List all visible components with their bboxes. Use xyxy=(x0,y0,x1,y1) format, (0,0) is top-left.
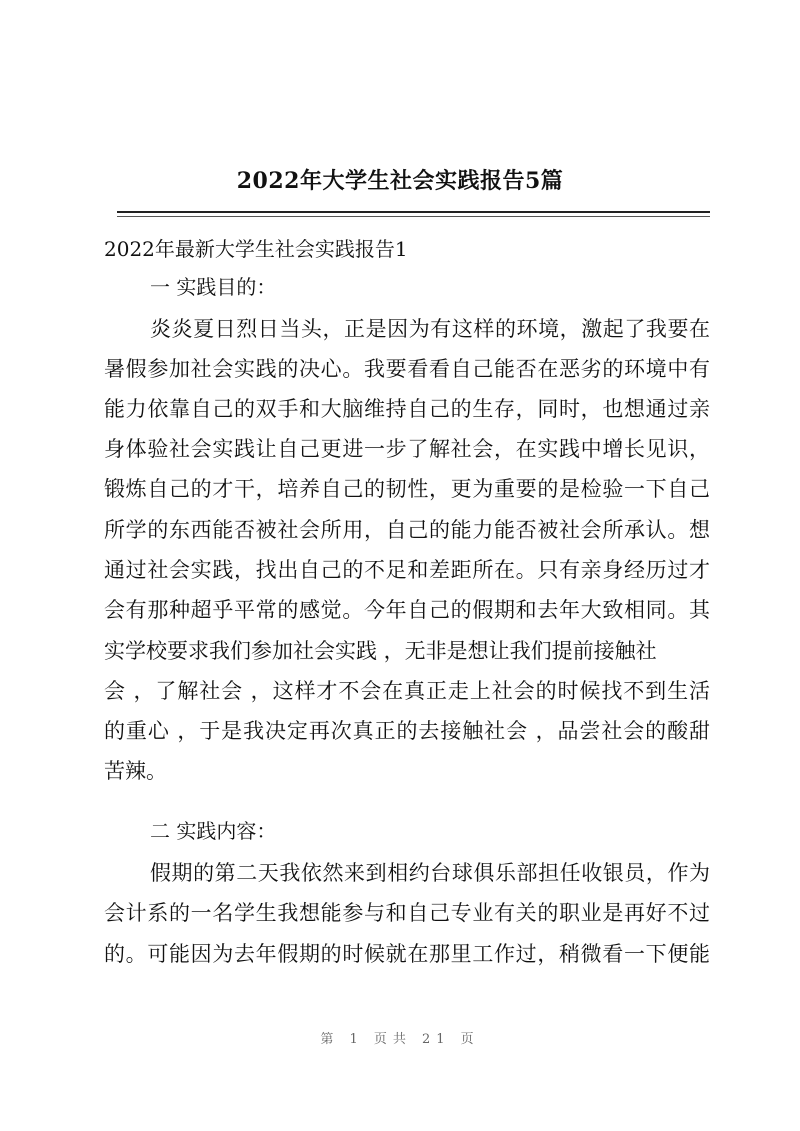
paragraph-line: 的。可能因为去年假期的时候就在那里工作过，稍微看一下便能 xyxy=(104,942,710,966)
section-heading-content: 二 实践内容： xyxy=(150,819,277,843)
document-title: 2022年大学生社会实践报告5篇 xyxy=(236,168,564,194)
paragraph-line: 苦辣。 xyxy=(104,759,167,783)
paragraph-line: 会计系的一名学生我想能参与和自己专业有关的职业是再好不过 xyxy=(104,901,710,925)
paragraph-line: 身体验社会实践让自己更进一步了解社会，在实践中增长见识， xyxy=(104,437,710,461)
paragraph-line: 锻炼自己的才干，培养自己的韧性，更为重要的是检验一下自己 xyxy=(104,477,710,501)
paragraph-line: 会有那种超乎平常的感觉。今年自己的假期和去年大致相同。其 xyxy=(104,598,710,622)
paragraph-line: 的重心 ，于是我决定再次真正的去接触社会 ，品尝社会的酸甜 xyxy=(104,719,710,743)
document-subtitle: 2022年最新大学生社会实践报告1 xyxy=(104,237,408,261)
paragraph-line: 所学的东西能否被社会所用，自己的能力能否被社会所承认。想 xyxy=(104,518,710,542)
page-footer: 第 1 页共 21 页 xyxy=(320,1032,480,1047)
paragraph-line: 实学校要求我们参加社会实践 ，无非是想让我们提前接触社 xyxy=(104,639,657,663)
paragraph-line: 假期的第二天我依然来到相约台球俱乐部担任收银员，作为 xyxy=(150,861,710,885)
paragraph-line: 暑假参加社会实践的决心。我要看看自己能否在恶劣的环境中有 xyxy=(104,357,710,381)
title-rule xyxy=(117,211,710,213)
paragraph-line: 能力依靠自己的双手和大脑维持自己的生存，同时，也想通过亲 xyxy=(104,397,710,421)
paragraph-line: 炎炎夏日烈日当头，正是因为有这样的环境，激起了我要在 xyxy=(150,317,710,341)
paragraph-line: 通过社会实践，找出自己的不足和差距所在。只有亲身经历过才 xyxy=(104,558,710,582)
section-heading-purpose: 一 实践目的： xyxy=(150,275,277,299)
paragraph-line: 会 ，了解社会 ，这样才不会在真正走上社会的时候找不到生活 xyxy=(104,679,710,703)
title-rule-thin xyxy=(117,216,710,217)
